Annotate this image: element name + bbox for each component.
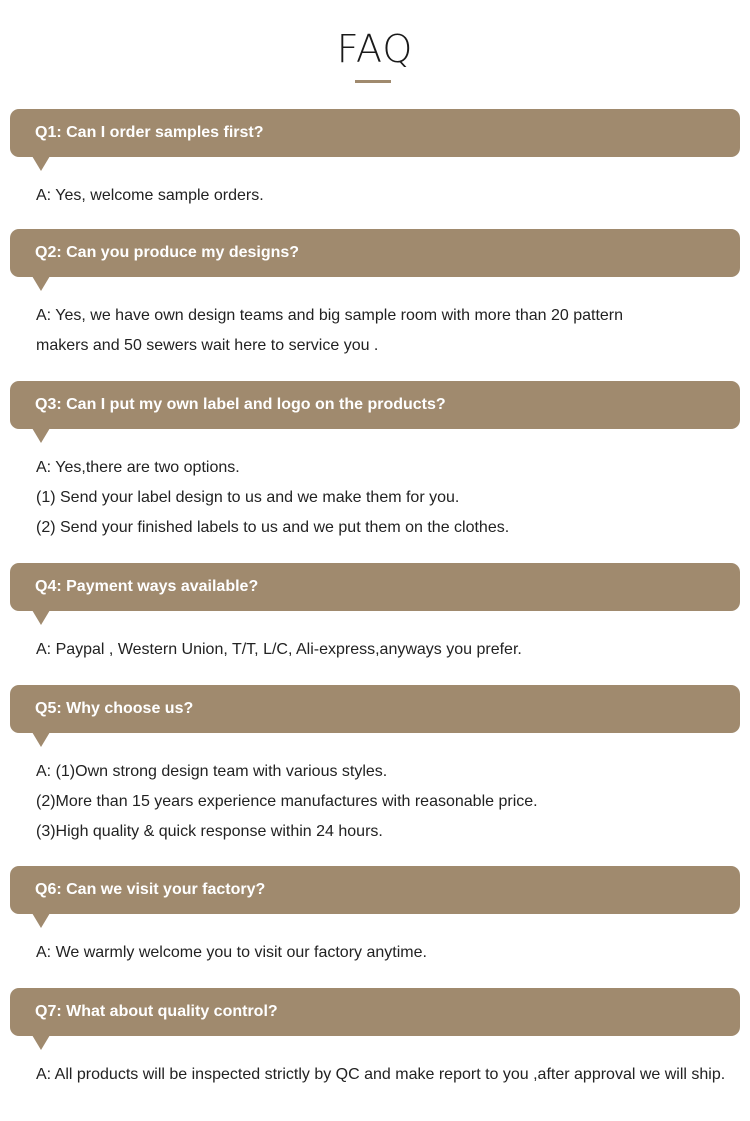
question-text: Q5: Why choose us? [35, 700, 194, 717]
question-text: Q1: Can I order samples first? [35, 124, 264, 141]
answer-text [10, 757, 740, 847]
question-bar[interactable] [10, 988, 740, 1036]
answer-line: makers and 50 sewers wait here to service you . [36, 337, 379, 354]
answer-text [10, 181, 740, 211]
speech-pointer [32, 156, 50, 171]
answer-line: (3)High quality & quick response within 24 hours. [36, 823, 383, 840]
answer-line: A: Yes, welcome sample orders. [36, 187, 264, 204]
question-bar[interactable] [10, 109, 740, 157]
faq-item [10, 866, 740, 968]
question-text: Q3: Can I put my own label and logo on the products? [35, 396, 446, 413]
page-title: FAQ [336, 27, 414, 71]
answer-line: A: Yes,there are two options. [36, 459, 240, 476]
faq-item [10, 563, 740, 665]
question-bar[interactable] [10, 381, 740, 429]
speech-pointer [32, 1035, 50, 1050]
question-text: Q6: Can we visit your factory? [35, 881, 266, 898]
answer-line: A: All products will be inspected strictly by QC and make report to you ,after approval we will ship. [36, 1066, 726, 1083]
answer-line: (2)More than 15 years experience manufactures with reasonable price. [36, 793, 538, 810]
answer-line: (1) Send your label design to us and we make them for you. [36, 489, 460, 506]
question-bar[interactable] [10, 563, 740, 611]
answer-line: A: (1)Own strong design team with various styles. [36, 763, 388, 780]
question-bar[interactable] [10, 866, 740, 914]
question-bar[interactable] [10, 229, 740, 277]
faq-item [10, 229, 740, 361]
answer-text [10, 1060, 740, 1090]
speech-pointer [32, 732, 50, 747]
question-bar[interactable] [10, 685, 740, 733]
answer-text [10, 453, 740, 543]
answer-line: A: We warmly welcome you to visit our factory anytime. [36, 944, 427, 961]
question-text: Q7: What about quality control? [35, 1003, 278, 1020]
answer-text [10, 301, 740, 361]
faq-item [10, 685, 740, 847]
speech-pointer [32, 913, 50, 928]
question-text: Q2: Can you produce my designs? [35, 244, 300, 261]
answer-text [10, 938, 740, 968]
faq-item [10, 109, 740, 211]
answer-line: (2) Send your finished labels to us and we put them on the clothes. [36, 519, 510, 536]
answer-line: A: Paypal , Western Union, T/T, L/C, Ali-express,anyways you prefer. [36, 641, 522, 658]
question-text: Q4: Payment ways available? [35, 578, 259, 595]
speech-pointer [32, 276, 50, 291]
answer-text [10, 635, 740, 665]
faq-item [10, 381, 740, 543]
answer-line: A: Yes, we have own design teams and big sample room with more than 20 pattern [36, 307, 624, 324]
faq-item [10, 988, 740, 1090]
speech-pointer [32, 428, 50, 443]
speech-pointer [32, 610, 50, 625]
